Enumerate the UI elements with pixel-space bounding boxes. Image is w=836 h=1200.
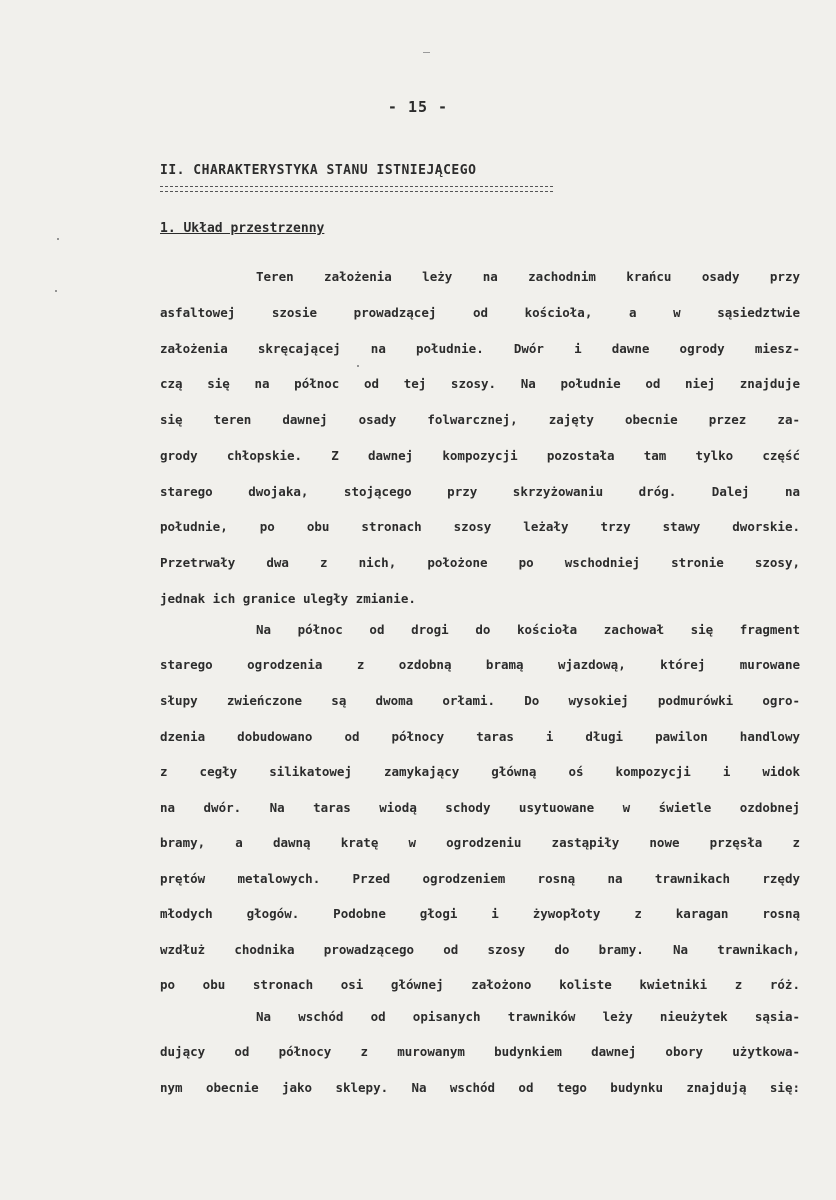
paragraph-line: starego dwojaka, stojącego przy skrzyżowaniu dróg. Dalej na xyxy=(160,484,800,499)
scan-speck xyxy=(57,238,59,240)
chapter-title: II. CHARAKTERYSTYKA STANU ISTNIEJĄCEGO xyxy=(160,163,477,178)
paragraph-line: z cegły silikatowej zamykający główną oś kompozycji i widok xyxy=(160,764,800,779)
paragraph-line: grody chłopskie. Z dawnej kompozycji pozostała tam tylko część xyxy=(160,448,800,463)
scan-speck xyxy=(55,290,57,292)
paragraph-line: młodych głogów. Podobne głogi i żywopłoty z karagan rosną xyxy=(160,906,800,921)
section-title: 1. Układ przestrzenny xyxy=(160,221,325,236)
scan-speck xyxy=(357,365,359,367)
paragraph-line: Przetrwały dwa z nich, położone po wschodniej stronie szosy, xyxy=(160,555,800,570)
paragraph-line: się teren dawnej osady folwarcznej, zajęty obecnie przez za- xyxy=(160,412,800,427)
paragraph-line: nym obecnie jako sklepy. Na wschód od tego budynku znajdują się: xyxy=(160,1080,800,1095)
paragraph-line: po obu stronach osi głównej założono koliste kwietniki z róż. xyxy=(160,977,800,992)
paragraph-line: prętów metalowych. Przed ogrodzeniem rosną na trawnikach rzędy xyxy=(160,871,800,886)
scan-mark xyxy=(423,52,430,53)
paragraph-line: wzdłuż chodnika prowadzącego od szosy do bramy. Na trawnikach, xyxy=(160,942,800,957)
paragraph-line: asfaltowej szosie prowadzącej od kościoła, a w sąsiedztwie xyxy=(160,305,800,320)
paragraph-line: dzenia dobudowano od północy taras i długi pawilon handlowy xyxy=(160,729,800,744)
page-number: - 15 - xyxy=(387,98,449,116)
paragraph-line: bramy, a dawną kratę w ogrodzeniu zastąpiły nowe przęsła z xyxy=(160,835,800,850)
paragraph-line: dujący od północy z murowanym budynkiem dawnej obory użytkowa- xyxy=(160,1044,800,1059)
paragraph-line: słupy zwieńczone są dwoma orłami. Do wysokiej podmurówki ogro- xyxy=(160,693,800,708)
paragraph-line: południe, po obu stronach szosy leżały trzy stawy dworskie. xyxy=(160,519,800,534)
paragraph-line: starego ogrodzenia z ozdobną bramą wjazdową, której murowane xyxy=(160,657,800,672)
paragraph-line: założenia skręcającej na południe. Dwór i dawne ogrody miesz- xyxy=(160,341,800,356)
paragraph-line: Teren założenia leży na zachodnim krańcu osady przy xyxy=(256,269,800,284)
paragraph-line: Na północ od drogi do kościoła zachował się fragment xyxy=(256,622,800,637)
paragraph-line: czą się na północ od tej szosy. Na południe od niej znajduje xyxy=(160,376,800,391)
paragraph-line: na dwór. Na taras wiodą schody usytuowane w świetle ozdobnej xyxy=(160,800,800,815)
chapter-double-underline xyxy=(160,186,553,192)
paragraph-line: jednak ich granice uległy zmianie. xyxy=(160,591,416,606)
paragraph-line: Na wschód od opisanych trawników leży nieużytek sąsia- xyxy=(256,1009,800,1024)
